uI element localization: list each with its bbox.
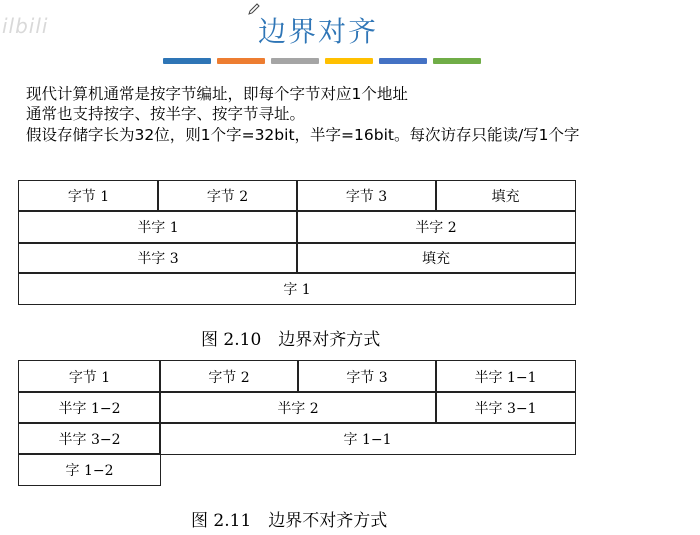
table-cell: 字节 3 xyxy=(296,180,437,212)
table-cell: 半字 2 xyxy=(159,391,437,424)
accent-bar xyxy=(325,58,373,64)
table-cell: 填充 xyxy=(435,180,576,212)
table-cell: 字节 1 xyxy=(18,360,161,393)
accent-bar xyxy=(271,58,319,64)
accent-bars xyxy=(163,58,483,64)
table-cell: 半字 3 xyxy=(18,242,298,274)
table-cell: 字节 3 xyxy=(297,360,437,393)
table-cell: 字节 2 xyxy=(159,360,299,393)
table-cell: 半字 3−2 xyxy=(18,422,161,455)
table-cell: 半字 1−1 xyxy=(435,360,576,393)
table-cell: 半字 2 xyxy=(296,210,576,244)
table-cell: 填充 xyxy=(296,242,576,274)
table-cell: 字节 2 xyxy=(157,180,298,212)
accent-bar xyxy=(379,58,427,64)
table-cell: 半字 1−2 xyxy=(18,391,161,424)
table-cell: 半字 1 xyxy=(18,210,298,244)
accent-bar xyxy=(433,58,481,64)
figure-caption-2-11: 图 2.11 边界不对齐方式 xyxy=(191,511,388,531)
table-cell: 字 1−2 xyxy=(18,453,161,486)
page-title: 边界对齐 xyxy=(258,15,379,48)
watermark: ilbili xyxy=(2,14,49,38)
accent-bar xyxy=(217,58,265,64)
paragraph-line-1: 现代计算机通常是按字节编址，即每个字节对应1个地址 xyxy=(26,85,408,103)
table-cell: 字节 1 xyxy=(18,180,159,212)
figure-caption-2-10: 图 2.10 边界对齐方式 xyxy=(201,330,381,350)
table-cell: 字 1 xyxy=(18,272,576,305)
paragraph-line-3: 假设存储字长为32位，则1个字=32bit，半字=16bit。每次访存只能读/写1个字 xyxy=(26,126,580,144)
accent-bar xyxy=(163,58,211,64)
paragraph-line-2: 通常也支持按字、按半字、按字节寻址。 xyxy=(26,105,306,123)
table-cell: 半字 3−1 xyxy=(435,391,576,424)
table-cell: 字 1−1 xyxy=(159,422,576,455)
